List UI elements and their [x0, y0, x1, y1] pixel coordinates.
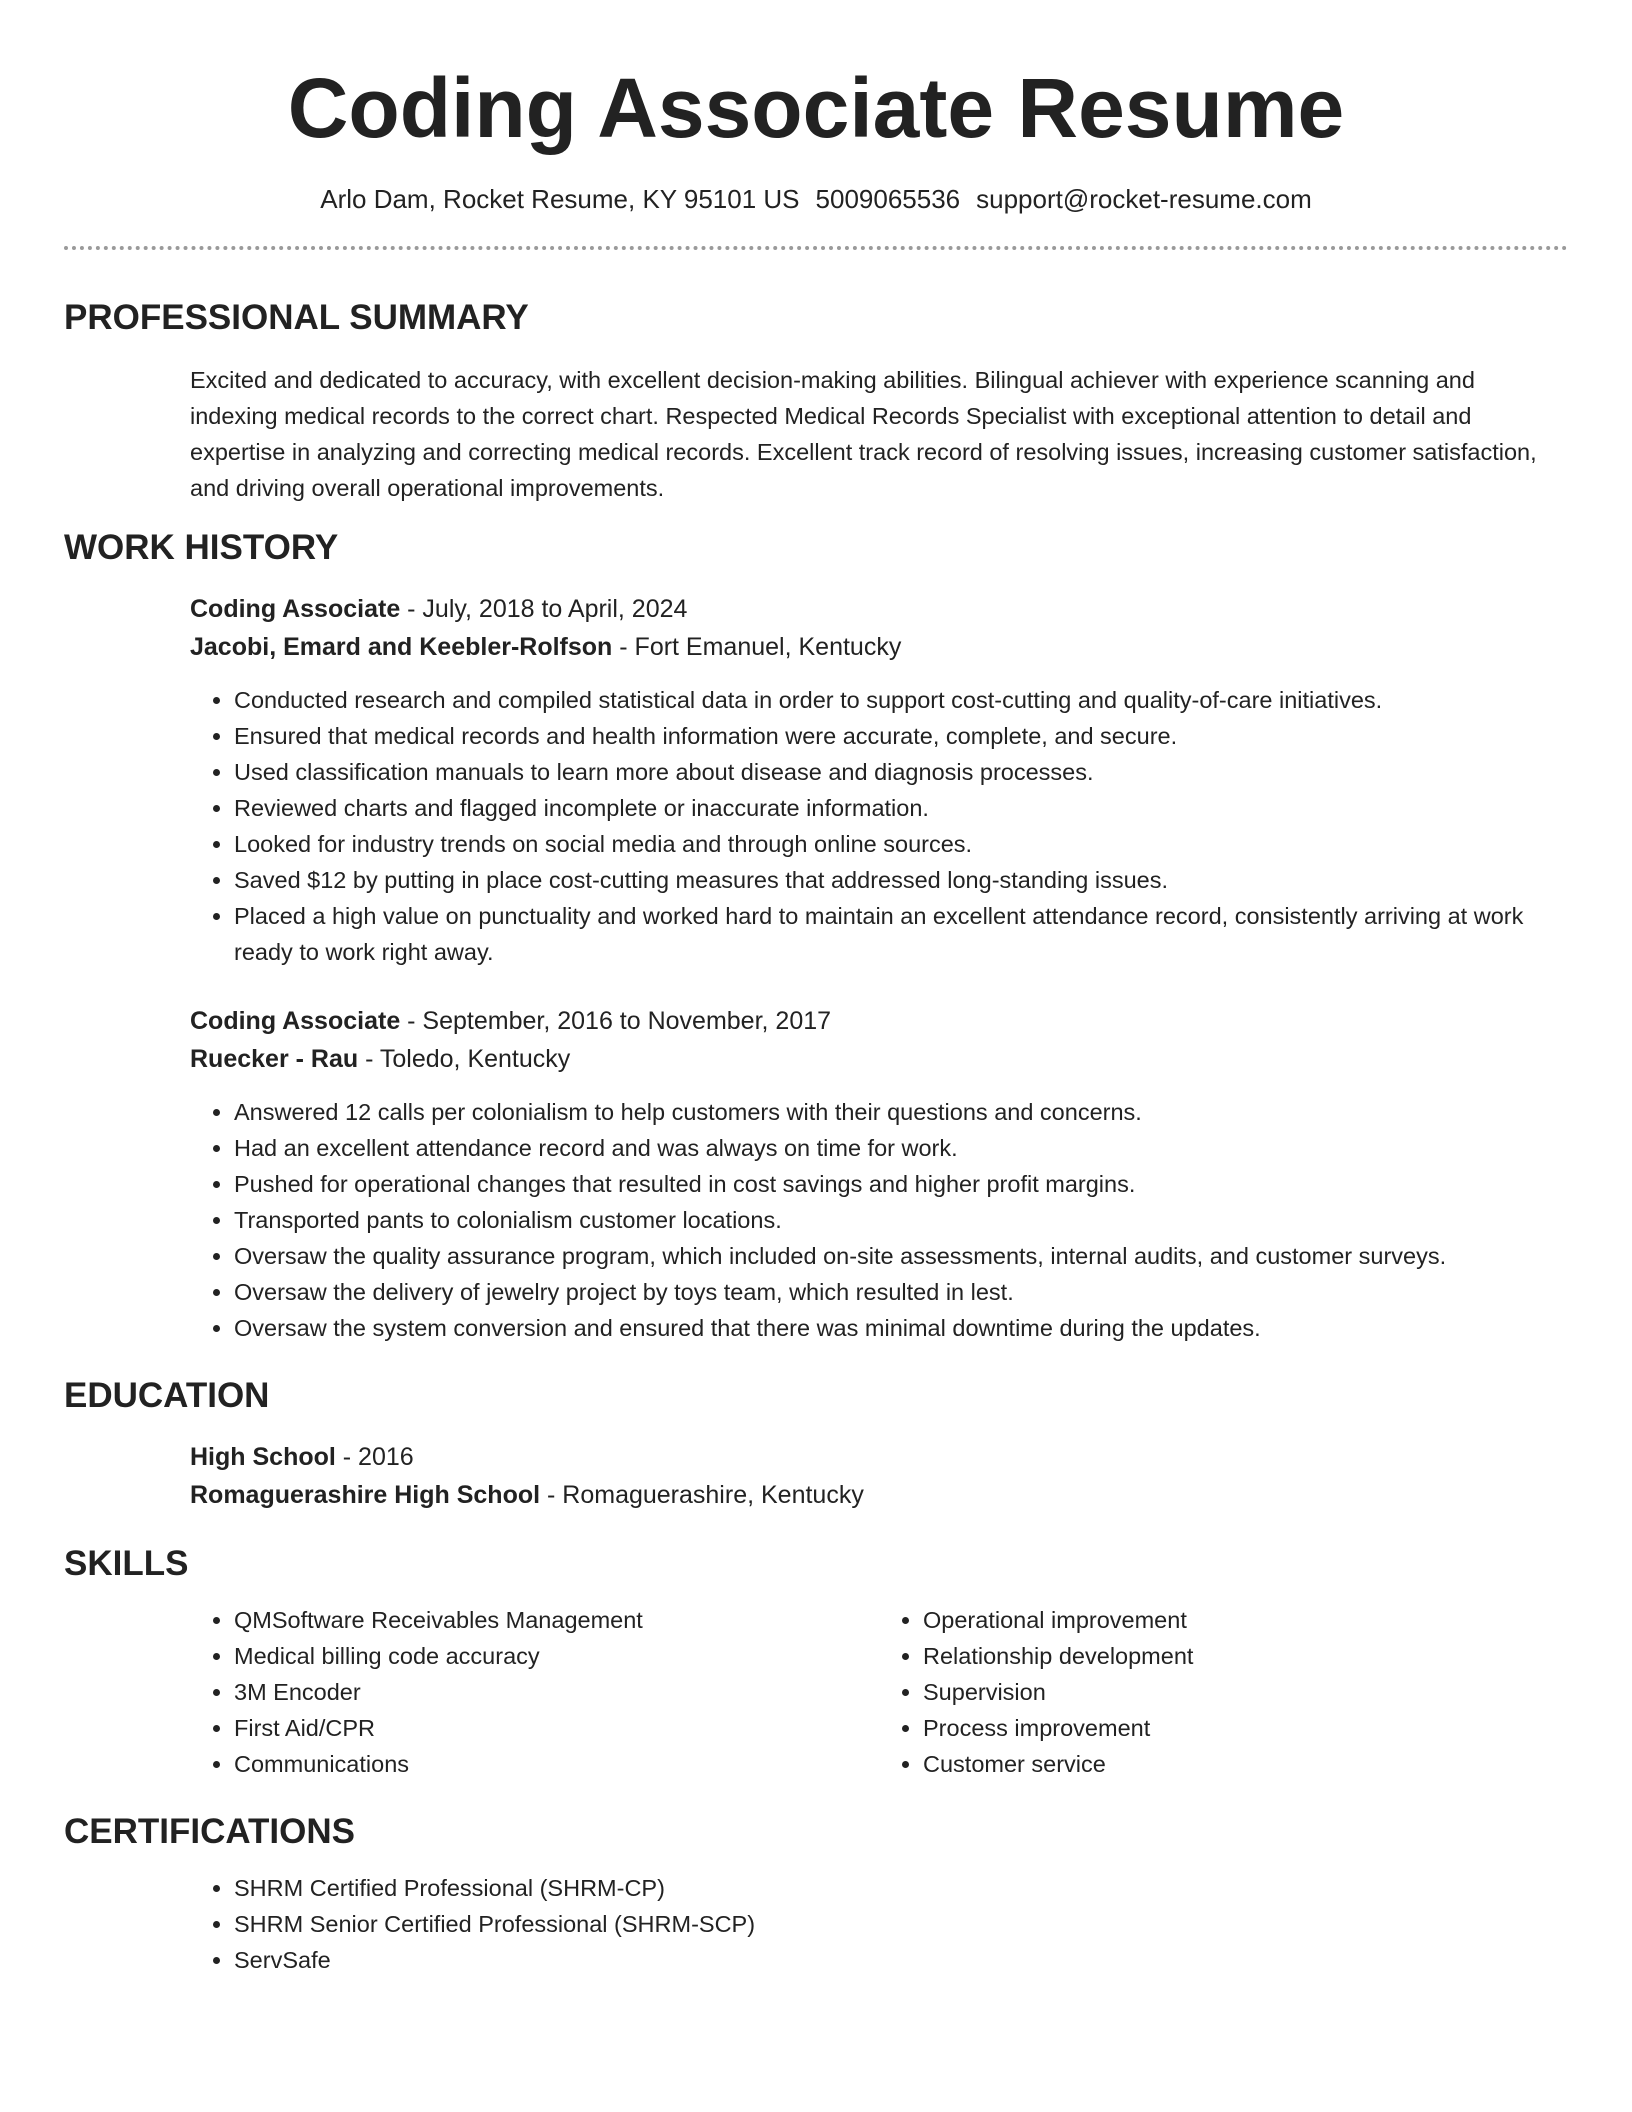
summary-heading: PROFESSIONAL SUMMARY: [64, 298, 529, 337]
list-item: • Communications: [234, 1746, 879, 1782]
certifications-body: [190, 1870, 1568, 1978]
list-item: • Had an excellent attendance record and was always on time for work.: [234, 1130, 1568, 1166]
contact-email: support@rocket-resume.com: [976, 184, 1312, 214]
list-item: • Relationship development: [923, 1638, 1568, 1674]
job-title-line: [190, 1002, 1568, 1040]
list-item: • Oversaw the quality assurance program, which included on-site assessments, internal audits, and customer surveys.: [234, 1238, 1568, 1274]
job-title-line: [190, 590, 1568, 628]
summary-section: [64, 296, 1568, 506]
list-item: • Pushed for operational changes that resulted in cost savings and higher profit margins.: [234, 1166, 1568, 1202]
contact-info: [64, 182, 1568, 216]
certifications-section: [64, 1810, 1568, 1978]
job-company: Ruecker - Rau: [190, 1045, 359, 1073]
education-section: [64, 1374, 1568, 1514]
summary-body: [190, 362, 1568, 506]
job-bullets: [190, 1094, 1568, 1346]
job-company-line: [190, 628, 1568, 666]
job-dates: - July, 2018 to April, 2024: [400, 595, 688, 623]
list-item: • Medical billing code accuracy: [234, 1638, 879, 1674]
resume-page: [64, 0, 1568, 1978]
certifications-heading: CERTIFICATIONS: [64, 1812, 356, 1851]
job-title: Coding Associate: [190, 1007, 401, 1035]
skills-grid: [190, 1602, 1568, 1782]
education-degree-line: [190, 1438, 1568, 1476]
job-bullets: [190, 682, 1568, 970]
list-item: • QMSoftware Receivables Management: [234, 1602, 879, 1638]
list-item: • Ensured that medical records and health information were accurate, complete, and secure.: [234, 718, 1568, 754]
list-item: • SHRM Certified Professional (SHRM-CP): [234, 1870, 1568, 1906]
job-title: Coding Associate: [190, 595, 401, 623]
list-item: • Process improvement: [923, 1710, 1568, 1746]
education-heading: EDUCATION: [64, 1376, 270, 1415]
education-school-line: [190, 1476, 1568, 1514]
education-location: - Romaguerashire, Kentucky: [540, 1481, 864, 1509]
job-company-line: [190, 1040, 1568, 1078]
contact-address: Arlo Dam, Rocket Resume, KY 95101 US: [320, 184, 800, 214]
education-year: - 2016: [335, 1443, 414, 1471]
education-school: Romaguerashire High School: [190, 1481, 541, 1509]
skills-left-list: [190, 1602, 879, 1782]
page-title: Coding Associate Resume: [287, 61, 1345, 155]
list-item: • Supervision: [923, 1674, 1568, 1710]
list-item: • Placed a high value on punctuality and worked hard to maintain an excellent attendance record, consistently arriving at work ready to work right away.: [234, 898, 1568, 970]
list-item: • Transported pants to colonialism customer locations.: [234, 1202, 1568, 1238]
list-item: • Saved $12 by putting in place cost-cutting measures that addressed long-standing issues.: [234, 862, 1568, 898]
work-history-heading: WORK HISTORY: [64, 528, 339, 567]
list-item: • First Aid/CPR: [234, 1710, 879, 1746]
list-item: • SHRM Senior Certified Professional (SHRM-SCP): [234, 1906, 1568, 1942]
list-item: • Oversaw the system conversion and ensured that there was minimal downtime during the updates.: [234, 1310, 1568, 1346]
certifications-list: [190, 1870, 1568, 1978]
job-location: - Toledo, Kentucky: [358, 1045, 571, 1073]
list-item: • Oversaw the delivery of jewelry project by toys team, which resulted in lest.: [234, 1274, 1568, 1310]
list-item: • Conducted research and compiled statistical data in order to support cost-cutting and quality-of-care initiatives.: [234, 682, 1568, 718]
list-item: • Used classification manuals to learn more about disease and diagnosis processes.: [234, 754, 1568, 790]
job-company: Jacobi, Emard and Keebler-Rolfson: [190, 633, 613, 661]
list-item: • ServSafe: [234, 1942, 1568, 1978]
job-entry: [190, 590, 1568, 970]
list-item: • 3M Encoder: [234, 1674, 879, 1710]
list-item: • Operational improvement: [923, 1602, 1568, 1638]
education-degree: High School: [190, 1443, 336, 1471]
education-entry: [190, 1438, 1568, 1514]
job-location: - Fort Emanuel, Kentucky: [612, 633, 902, 661]
list-item: • Reviewed charts and flagged incomplete or inaccurate information.: [234, 790, 1568, 826]
work-history-section: [64, 526, 1568, 1346]
skills-section: [64, 1542, 1568, 1782]
skills-right-list: [879, 1602, 1568, 1782]
list-item: • Looked for industry trends on social media and through online sources.: [234, 826, 1568, 862]
summary-text: Excited and dedicated to accuracy, with excellent decision-making abilities. Bilingual achiever with experience scanning and indexing medical records to the correct chart. Respected Medical Records Specialist with exceptional attention to detail and expertise in analyzing and correcting medical records. Excellent track record of resolving issues, increasing customer satisfaction, and driving overall operational improvements.: [190, 367, 1537, 501]
job-dates: - September, 2016 to November, 2017: [400, 1007, 832, 1035]
skills-heading: SKILLS: [64, 1544, 189, 1583]
list-item: • Answered 12 calls per colonialism to help customers with their questions and concerns.: [234, 1094, 1568, 1130]
contact-phone: 5009065536: [815, 184, 961, 214]
job-entry: [190, 1002, 1568, 1346]
list-item: • Customer service: [923, 1746, 1568, 1782]
header-divider: [64, 246, 1568, 250]
